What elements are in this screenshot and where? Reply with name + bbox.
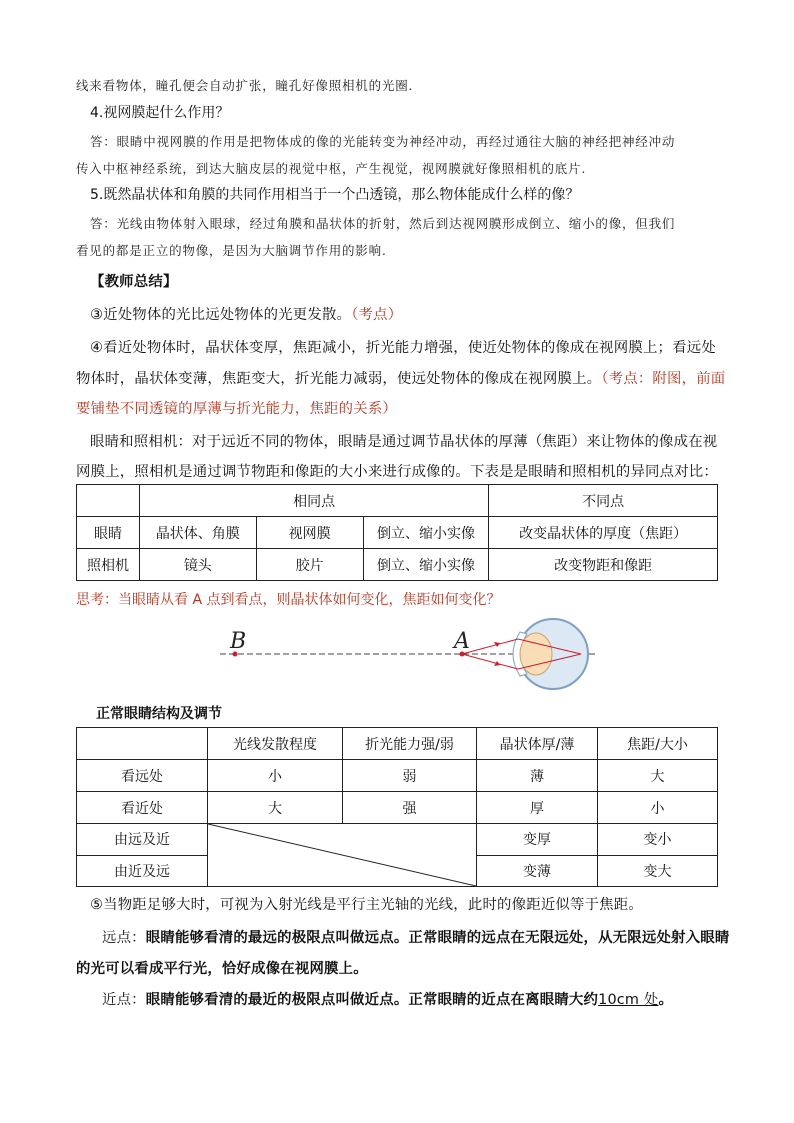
answer-5-line-1: 答：光线由物体射入眼球，经过角膜和晶状体的折射，然后到达视网膜形成倒立、缩小的像，但我们 (90, 216, 676, 231)
table-cell: 胶片 (256, 549, 363, 581)
table-cell: 小 (598, 792, 718, 824)
diagonal-blank-cell (208, 824, 477, 887)
table-cell: 大 (598, 760, 718, 792)
point-3 (90, 303, 402, 324)
table-cell: 晶状体、角膜 (139, 517, 256, 549)
eye-camera-table (76, 484, 718, 581)
row-label: 由远及近 (77, 824, 208, 856)
near-point-label: 近点： (102, 992, 146, 1008)
table-cell: 变大 (598, 855, 718, 887)
table-cell: 强 (343, 792, 477, 824)
point-a-label: A (454, 629, 470, 654)
far-point-label: 远点： (102, 930, 146, 946)
question-4: 4.视网膜起什么作用？ (90, 105, 230, 121)
table-cell: 改变物距和像距 (489, 549, 718, 581)
point-4-note: （考点：附图，前面 (601, 371, 726, 387)
question-5: 5.既然晶状体和角膜的共同作用相当于一个凸透镜，那么物体能成什么样的像？ (90, 187, 580, 203)
row-label: 照相机 (77, 549, 140, 581)
table-cell: 厚 (477, 792, 598, 824)
column-header: 折光能力强/弱 (343, 728, 477, 760)
text-line: 线来看物体，瞳孔便会自动扩张，瞳孔好像照相机的光圈. (76, 78, 414, 93)
table-corner (77, 485, 140, 517)
point-5: ⑤当物距足够大时，可视为入射光线是平行主光轴的光线，此时的像距近似等于焦距。 (90, 897, 643, 913)
row-label: 由近及远 (77, 855, 208, 887)
diagonal-line (208, 824, 476, 886)
light-ray-upper (462, 639, 518, 654)
table-cell: 薄 (477, 760, 598, 792)
far-point-line-2: 的光可以看成平行光，恰好成像在视网膜上。 (76, 961, 368, 977)
near-point-line (102, 988, 673, 1009)
column-header: 光线发散程度 (208, 728, 343, 760)
point-4-line-2 (76, 367, 725, 388)
think-question: 思考：当眼睛从看 A 点到看点，则晶状体如何变化，焦距如何变化？ (76, 592, 501, 608)
near-point-distance: 10cm 处 (598, 992, 659, 1008)
near-point-text: 眼睛能够看清的最近的极限点叫做近点。正常眼睛的近点在离眼睛大约 (145, 992, 599, 1008)
diff-header: 不同点 (489, 485, 718, 517)
far-point-text: 眼睛能够看清的最远的极限点叫做远点。正常眼睛的远点在无限远处，从无限远处射入眼睛 (145, 930, 730, 946)
table-cell: 变小 (598, 824, 718, 856)
eye-adjustment-table (76, 727, 718, 887)
point-3-note: （考点） (351, 307, 403, 323)
table-cell: 倒立、缩小实像 (363, 517, 489, 549)
light-ray-lower (462, 654, 518, 669)
answer-4-line-1: 答：眼睛中视网膜的作用是把物体成的像的光能转变为神经冲动，再经过通往大脑的神经把神经冲动 (90, 134, 676, 149)
table2-title: 正常眼睛结构及调节 (96, 706, 222, 722)
table-cell: 弱 (343, 760, 477, 792)
table-cell: 视网膜 (256, 517, 363, 549)
table-cell: 小 (208, 760, 343, 792)
answer-5-line-2: 看见的都是正立的物像，是因为大脑调节作用的影响. (76, 243, 387, 258)
point-b-label: B (230, 629, 247, 654)
column-header: 晶状体厚/薄 (477, 728, 598, 760)
answer-4-line-2: 传入中枢神经系统，到达大脑皮层的视觉中枢，产生视觉，视网膜就好像照相机的底片. (76, 161, 587, 176)
table-cell: 倒立、缩小实像 (363, 549, 489, 581)
compare-line-2: 网膜上，照相机是通过调节物距和像距的大小来进行成像的。下表是是眼睛和照相机的异同点对比： (76, 464, 718, 480)
row-label: 看远处 (77, 760, 208, 792)
near-point-end: 。 (658, 992, 674, 1008)
row-label: 眼睛 (77, 517, 140, 549)
table-cell: 镜头 (139, 549, 256, 581)
lens-shape (520, 633, 552, 675)
point-4-note-line-3: 要铺垫不同透镜的厚薄与折光能力，焦距的关系） (76, 401, 397, 417)
table-corner (77, 728, 208, 760)
summary-title: 【教师总结】 (90, 274, 178, 290)
compare-line-1: 眼睛和照相机：对于远近不同的物体，眼睛是通过调节晶状体的厚薄（焦距）来让物体的像成在视 (90, 434, 718, 450)
row-label: 看近处 (77, 792, 208, 824)
point-4-line-1: ④看近处物体时，晶状体变厚，焦距减小，折光能力增强，使近处物体的像成在视网膜上；看远处 (90, 340, 716, 356)
table-cell: 变厚 (477, 824, 598, 856)
table-cell: 改变晶状体的厚度（焦距） (489, 517, 718, 549)
eye-focus-diagram (218, 614, 606, 694)
same-header: 相同点 (139, 485, 488, 517)
table-cell: 变薄 (477, 855, 598, 887)
far-point-line-1 (102, 926, 729, 947)
point-3-text: ③近处物体的光比远处物体的光更发散。 (90, 307, 352, 323)
point-4-text: 物体时，晶状体变薄，焦距变大，折光能力减弱，使远处物体的像成在视网膜上。 (76, 371, 602, 387)
column-header: 焦距/大小 (598, 728, 718, 760)
table-cell: 大 (208, 792, 343, 824)
